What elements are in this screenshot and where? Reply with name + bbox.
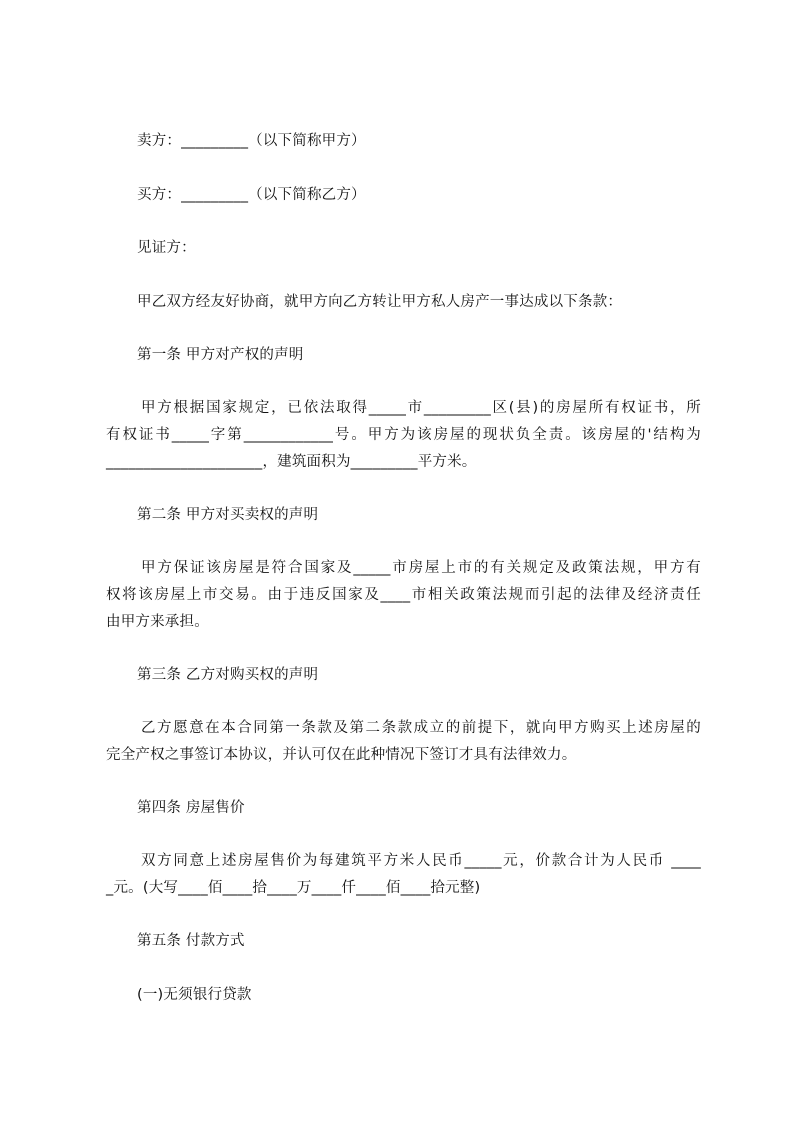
article-5-title: 第五条 付款方式: [137, 933, 245, 949]
article-3-title: 第三条 乙方对购买权的声明: [137, 667, 319, 683]
article-2-line-2: 权将该房屋上市交易。由于违反国家及____市相关政策法规而引起的法律及经济责任: [106, 587, 701, 603]
article-1-line-2: 有权证书_____字第____________号。甲方为该房屋的现状负全责。该房屋的'结构为: [106, 427, 701, 443]
article-1-line-1: 甲方根据国家规定，已依法取得_____市_________区(县)的房屋所有权证书，所: [141, 400, 701, 416]
article-3-line-1: 乙方愿意在本合同第一条款及第二条款成立的前提下，就向甲方购买上述房屋的: [141, 720, 701, 736]
article-2-line-3: 由甲方来承担。: [106, 614, 209, 630]
article-2-title: 第二条 甲方对买卖权的声明: [137, 507, 319, 523]
article-4-line-2: _元。(大写____佰____拾____万____仟____佰____拾元整): [106, 880, 481, 896]
article-2-line-1: 甲方保证该房屋是符合国家及_____市房屋上市的有关规定及政策法规，甲方有: [141, 560, 701, 576]
witness-line: 见证方：: [137, 240, 196, 256]
intro-paragraph: 甲乙双方经友好协商，就甲方向乙方转让甲方私人房产一事达成以下条款：: [137, 294, 623, 310]
buyer-line: 买方：_________（以下简称乙方）: [137, 187, 366, 203]
article-1-title: 第一条 甲方对产权的声明: [137, 347, 304, 363]
article-4-line-1: 双方同意上述房屋售价为每建筑平方米人民币_____元，价款合计为人民币 ____: [141, 853, 701, 869]
article-1-line-3: _____________________，建筑面积为_________平方米。: [106, 454, 477, 470]
article-4-title: 第四条 房屋售价: [137, 800, 245, 816]
article-5-subsection-1: (一)无须银行贷款: [137, 987, 252, 1003]
article-3-line-2: 完全产权之事签订本协议，并认可仅在此种情况下签订才具有法律效力。: [106, 747, 577, 763]
seller-line: 卖方：_________（以下简称甲方）: [137, 133, 366, 149]
